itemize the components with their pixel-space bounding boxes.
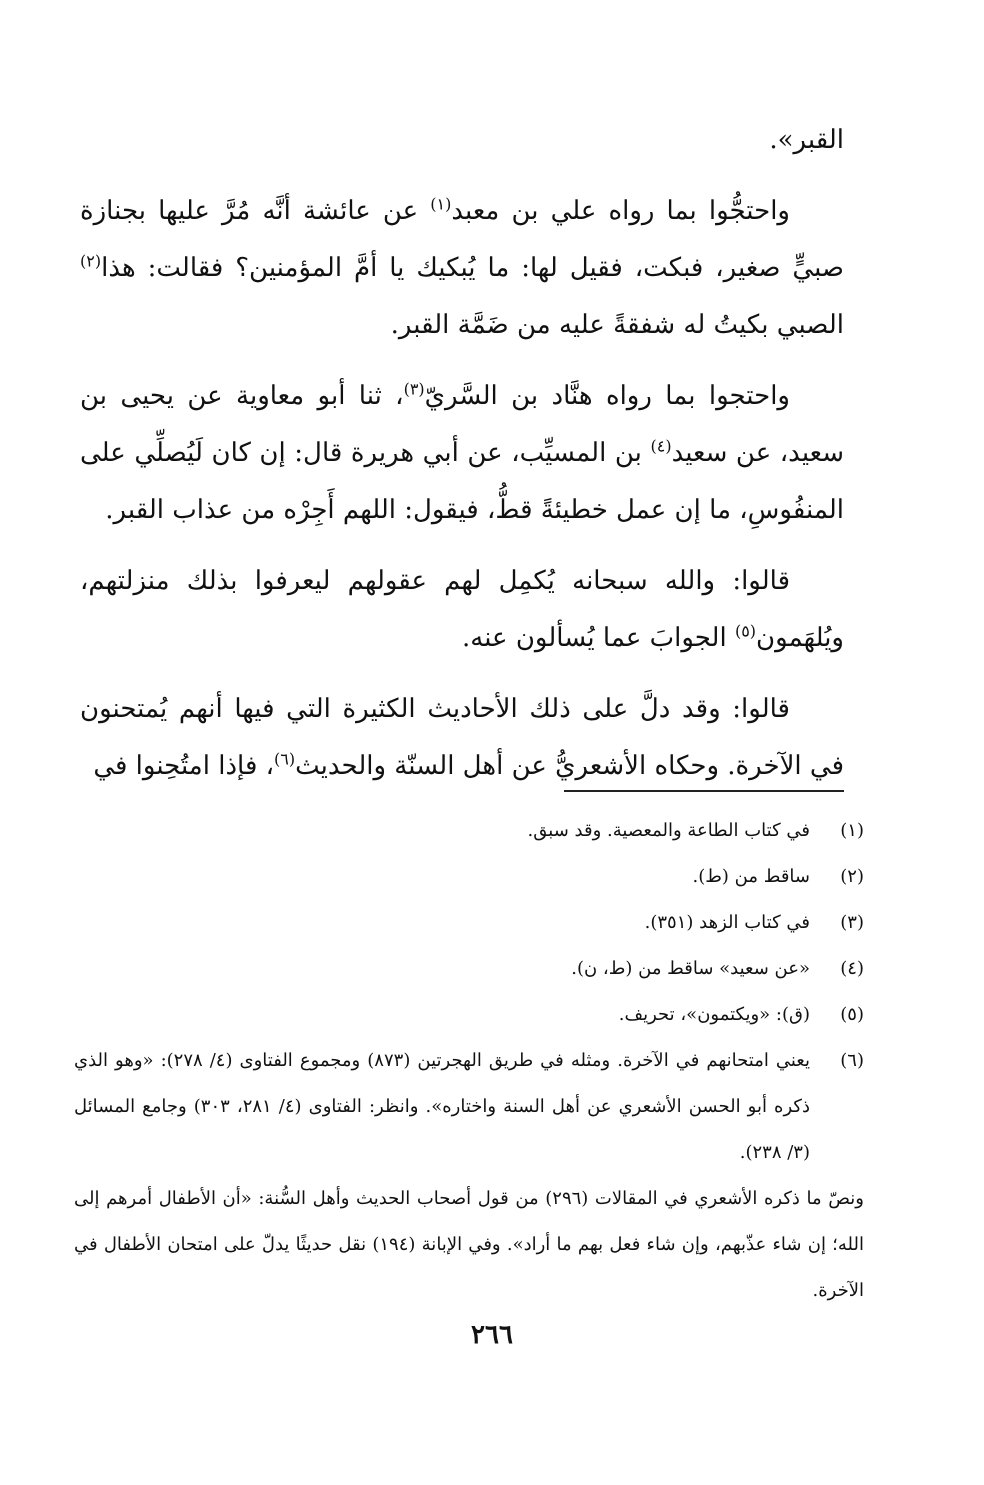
paragraph-3-text-a: قالوا: والله سبحانه يُكمِل لهم عقولهم ليعرفوا بذلك منزلتهم، ويُلهَمون bbox=[80, 566, 844, 653]
paragraph-2-text-a: واحتجوا بما رواه هنَّاد بن السَّريّ bbox=[424, 381, 790, 411]
footnote-1 bbox=[74, 808, 864, 854]
footnote-text: (ق): «ويكتمون»، تحريف. bbox=[618, 1004, 810, 1025]
footnote-4 bbox=[74, 946, 864, 992]
paragraph-1-text-a: واحتجُّوا بما رواه علي بن معبد bbox=[451, 196, 790, 226]
footnote-number: (١) bbox=[840, 820, 864, 841]
footnote-number: (٥) bbox=[840, 1004, 864, 1025]
footnote-ref-5: (٥) bbox=[734, 621, 757, 641]
footnote-ref-4: (٤) bbox=[650, 436, 672, 456]
paragraph-2-text-b: ، ثنا أبو معاوية عن يحيى بن سعيد، عن سعيد bbox=[80, 381, 845, 468]
paragraph-1-text-b: عن عائشة أنَّه مُرَّ عليها بجنازة صبيٍّ صغير، فبكت، فقيل لها: ما يُبكيك يا أمَّ المؤمنين؟ فقالت: هذا bbox=[80, 196, 844, 283]
footnote-6 bbox=[74, 1038, 864, 1176]
paragraph-2 bbox=[80, 368, 844, 539]
footnote-ref-2: (٢) bbox=[80, 251, 102, 271]
paragraph-0 bbox=[80, 112, 844, 169]
footnote-text: ساقط من (ط). bbox=[692, 866, 810, 887]
footnote-2 bbox=[74, 854, 864, 900]
paragraph-3 bbox=[80, 553, 844, 667]
paragraph-0-text: القبر». bbox=[769, 125, 844, 155]
footnote-text: في كتاب الزهد (٣٥١). bbox=[644, 912, 810, 933]
paragraph-4 bbox=[80, 681, 844, 795]
page-number: ٢٦٦ bbox=[471, 1320, 513, 1350]
footnote-number: (٢) bbox=[840, 866, 864, 887]
paragraph-4-text-a: قالوا: وقد دلَّ على ذلك الأحاديث الكثيرة التي فيها أنهم يُمتحنون في الآخرة. وحكاه الأشعريُّ عن أهل السنّة والحديث bbox=[80, 694, 844, 781]
footnote-text: في كتاب الطاعة والمعصية. وقد سبق. bbox=[527, 820, 810, 841]
paragraph-2-text-c: بن المسيِّب، عن أبي هريرة قال: إن كان لَيُصلِّي على المنفُوسِ، ما إن عمل خطيئةً قطُّ، فيقول: اللهم أَجِرْه من عذاب القبر. bbox=[80, 438, 844, 525]
footnote-ref-6: (٦) bbox=[274, 749, 296, 769]
footnote-separator bbox=[564, 790, 844, 792]
footnote-number: (٣) bbox=[840, 912, 864, 933]
footnote-ref-3: (٣) bbox=[403, 379, 425, 399]
footnote-5 bbox=[74, 992, 864, 1038]
main-text bbox=[80, 112, 844, 809]
footnote-text: يعني امتحانهم في الآخرة. ومثله في طريق الهجرتين (٨٧٣) ومجموع الفتاوى (٤/ ٢٧٨): «وهو الذي ذكره أبو الحسن الأشعري عن أهل السنة واختاره». وانظر: الفتاوى (٤/ ٢٨١، ٣٠٣) وجامع المسائل (٣/ ٢٣٨). bbox=[74, 1050, 810, 1163]
paragraph-1 bbox=[80, 183, 844, 354]
footnote-number: (٦) bbox=[840, 1050, 864, 1071]
paragraph-3-text-b: الجوابَ عما يُسألون عنه. bbox=[462, 623, 735, 653]
footnotes bbox=[74, 808, 864, 1314]
paragraph-1-text-c: الصبي بكيتُ له شفقةً عليه من ضَمَّة القبر. bbox=[390, 310, 844, 340]
footnote-number: (٤) bbox=[840, 958, 864, 979]
footnote-6-continuation: ونصّ ما ذكره الأشعري في المقالات (٢٩٦) من قول أصحاب الحديث وأهل السُّنة: «أن الأطفال أمرهم إلى الله؛ إن شاء عذّبهم، وإن شاء فعل بهم ما أراد». وفي الإبانة (١٩٤) نقل حديثًا يدلّ على امتحان الأطفال في الآخرة. bbox=[74, 1188, 864, 1301]
paragraph-4-text-b: ، فإذا امتُحِنوا في bbox=[93, 751, 275, 781]
footnote-ref-1: (١) bbox=[430, 194, 452, 214]
footnote-text: «عن سعيد» ساقط من (ط، ن). bbox=[571, 958, 810, 979]
footnote-3 bbox=[74, 900, 864, 946]
